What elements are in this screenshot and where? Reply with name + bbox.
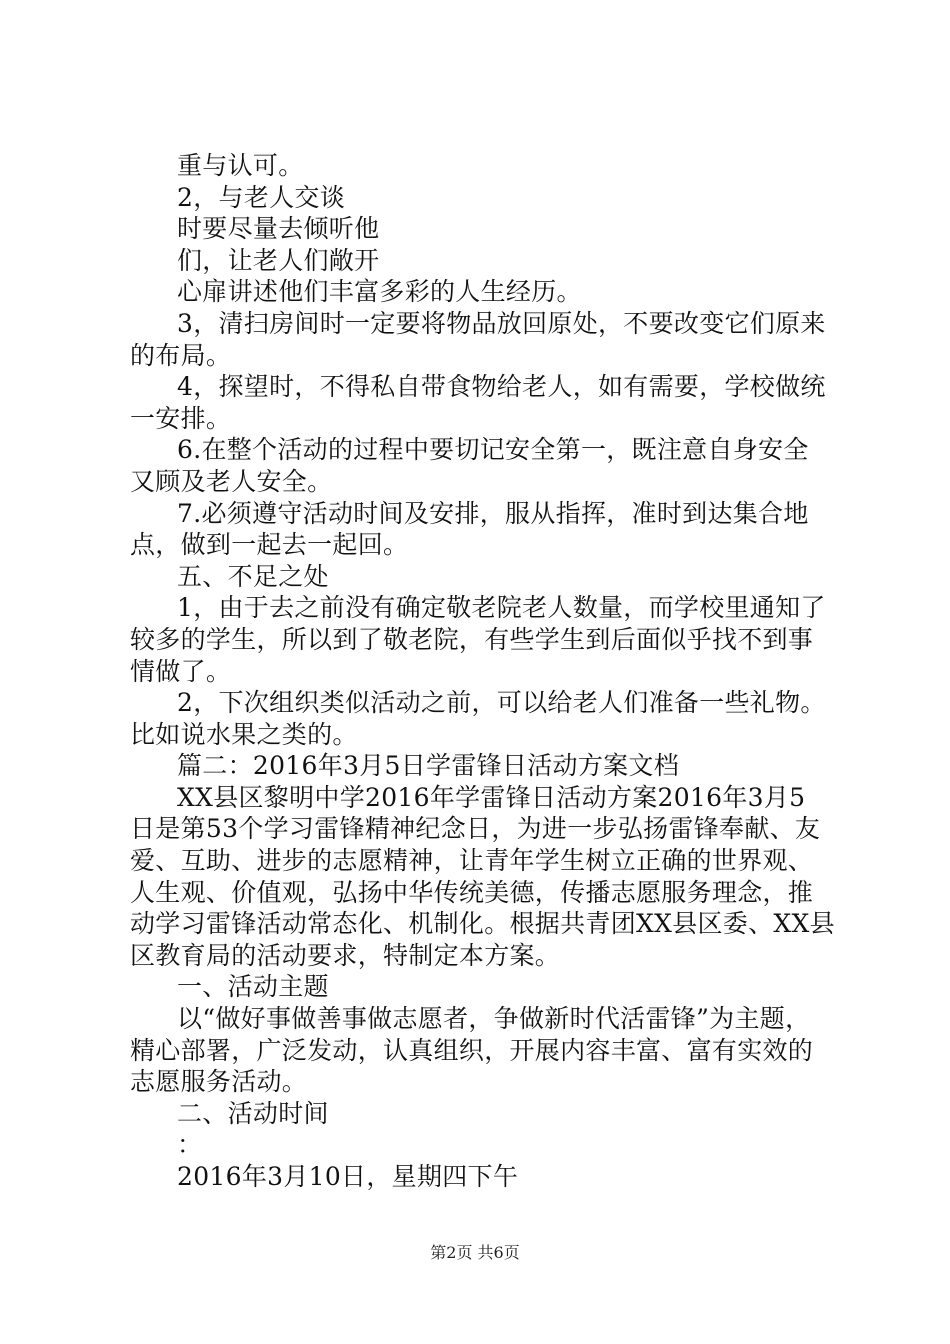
- text-line: 们，让老人们敞开: [177, 245, 380, 275]
- text-line: 心扉讲述他们丰富多彩的人生经历。: [177, 277, 582, 307]
- text-line: 日是第53个学习雷锋精神纪念日，为进一步弘扬雷锋奉献、友: [130, 814, 821, 844]
- text-line: 重与认可。: [177, 151, 304, 180]
- text-line: 1，由于去之前没有确定敬老院老人数量，而学校里通知了: [177, 593, 826, 623]
- text-line: 2016年3月10日，星期四下午: [177, 1162, 519, 1191]
- text-line: 精心部署，广泛发动，认真组织，开展内容丰富、富有实效的: [130, 1035, 814, 1065]
- text-line: 动学习雷锋活动常态化、机制化。根据共青团XX县区委、XX县: [130, 909, 835, 939]
- text-line: 的布局。: [130, 340, 232, 370]
- document-body: [130, 150, 840, 1193]
- text-line: 一安排。: [130, 403, 232, 433]
- text-line: 以“做好事做善事做志愿者，争做新时代活雷锋”为主题，: [177, 1004, 811, 1034]
- text-line: XX县区黎明中学2016年学雷锋日活动方案2016年3月5: [177, 782, 806, 812]
- text-line: 较多的学生，所以到了敬老院，有些学生到后面似乎找不到事: [130, 624, 814, 654]
- text-line: 爱、互助、进步的志愿精神，让青年学生树立正确的世界观、: [130, 846, 814, 876]
- text-line: 志愿服务活动。: [130, 1067, 308, 1097]
- text-line: 二、活动时间: [177, 1098, 329, 1128]
- page-footer: 第2页 共6页: [430, 1243, 520, 1262]
- text-line: 人生观、价值观，弘扬中华传统美德，传播志愿服务理念，推: [130, 877, 814, 907]
- text-line: 4，探望时，不得私自带食物给老人，如有需要，学校做统: [177, 372, 826, 402]
- text-line: 比如说水果之类的。: [130, 719, 358, 749]
- text-line: 6.在整个活动的过程中要切记安全第一，既注意自身安全: [177, 435, 809, 465]
- text-line: 又顾及老人安全。: [130, 466, 333, 496]
- text-line: ：: [177, 1130, 203, 1160]
- text-line: 情做了。: [130, 656, 232, 686]
- text-line: 2，与老人交谈: [177, 182, 346, 212]
- text-line: 2，下次组织类似活动之前，可以给老人们准备一些礼物。: [177, 688, 826, 718]
- text-line: 点，做到一起去一起回。: [130, 530, 409, 560]
- text-line: 五、不足之处: [177, 561, 329, 591]
- text-line: 时要尽量去倾听他: [177, 214, 380, 244]
- text-line: 区教育局的活动要求，特制定本方案。: [130, 940, 561, 970]
- text-line: 一、活动主题: [177, 972, 329, 1002]
- text-line: 7.必须遵守活动时间及安排，服从指挥，准时到达集合地: [177, 498, 809, 528]
- text-line: 篇二：2016年3月5日学雷锋日活动方案文档: [177, 751, 680, 781]
- text-line: 3，清扫房间时一定要将物品放回原处，不要改变它们原来: [177, 308, 826, 338]
